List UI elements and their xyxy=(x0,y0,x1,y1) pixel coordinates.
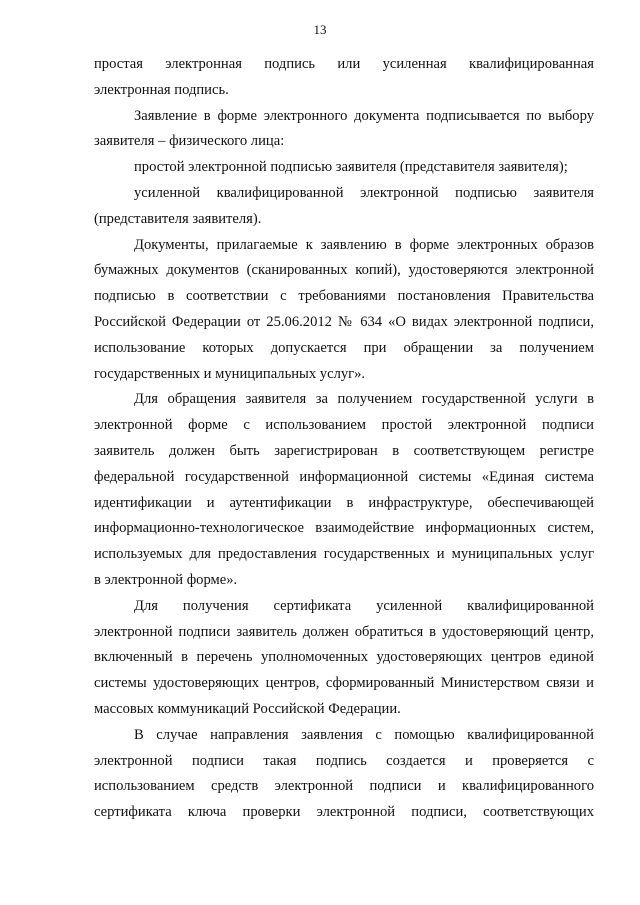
text-line: заявителя – физического лица: xyxy=(94,133,285,150)
text-line: сертификата ключа проверки электронной подписи, соответствующих xyxy=(94,804,594,821)
text-line: массовых коммуникаций Российской Федерации. xyxy=(94,700,401,717)
text-line: использованием средств электронной подписи и квалифицированного xyxy=(94,778,594,795)
text-line: Документы, прилагаемые к заявлению в форме электронных образов xyxy=(134,236,594,253)
text-line: в электронной форме». xyxy=(94,571,238,588)
text-line: электронной подписи заявитель должен обратиться в удостоверяющий центр, xyxy=(94,623,594,640)
page-number: 13 xyxy=(313,22,327,37)
body-text xyxy=(94,52,594,826)
text-line: использование которых допускается при обращении за получением xyxy=(94,339,594,356)
text-line: федеральной государственной информационной системы «Единая система xyxy=(94,468,594,485)
text-line: электронной форме с использованием простой электронной подписи xyxy=(94,417,594,434)
text-line: Для получения сертификата усиленной квалифицированной xyxy=(134,597,594,614)
text-line: Российской Федерации от 25.06.2012 № 634 «О видах электронной подписи, xyxy=(94,313,594,330)
text-line: используемых для предоставления государственных и муниципальных услуг xyxy=(94,546,594,563)
text-line: (представителя заявителя). xyxy=(94,210,262,227)
text-line: электронной подписи такая подпись создается и проверяется с xyxy=(94,752,594,769)
text-line: электронная подпись. xyxy=(94,81,229,98)
text-line: системы удостоверяющих центров, сформированный Министерством связи и xyxy=(94,675,594,692)
text-line: государственных и муниципальных услуг». xyxy=(94,365,366,382)
text-line: идентификации и аутентификации в инфраструктуре, обеспечивающей xyxy=(94,494,594,511)
text-line: включенный в перечень уполномоченных удостоверяющих центров единой xyxy=(94,649,594,666)
text-line: информационно-технологическое взаимодействие информационных систем, xyxy=(94,520,594,537)
text-line: бумажных документов (сканированных копий), удостоверяются электронной xyxy=(94,262,594,279)
text-line: простой электронной подписью заявителя (представителя заявителя); xyxy=(134,159,568,176)
text-line: Для обращения заявителя за получением государственной услуги в xyxy=(134,391,594,408)
text-line: В случае направления заявления с помощью квалифицированной xyxy=(134,726,594,743)
text-line: заявитель должен быть зарегистрирован в соответствующем регистре xyxy=(94,442,594,459)
text-line: подписью в соответствии с требованиями постановления Правительства xyxy=(94,288,594,305)
text-line: простая электронная подпись или усиленная квалифицированная xyxy=(94,56,594,72)
text-line: Заявление в форме электронного документа подписывается по выбору xyxy=(134,107,594,124)
text-line: усиленной квалифицированной электронной подписью заявителя xyxy=(134,184,594,201)
